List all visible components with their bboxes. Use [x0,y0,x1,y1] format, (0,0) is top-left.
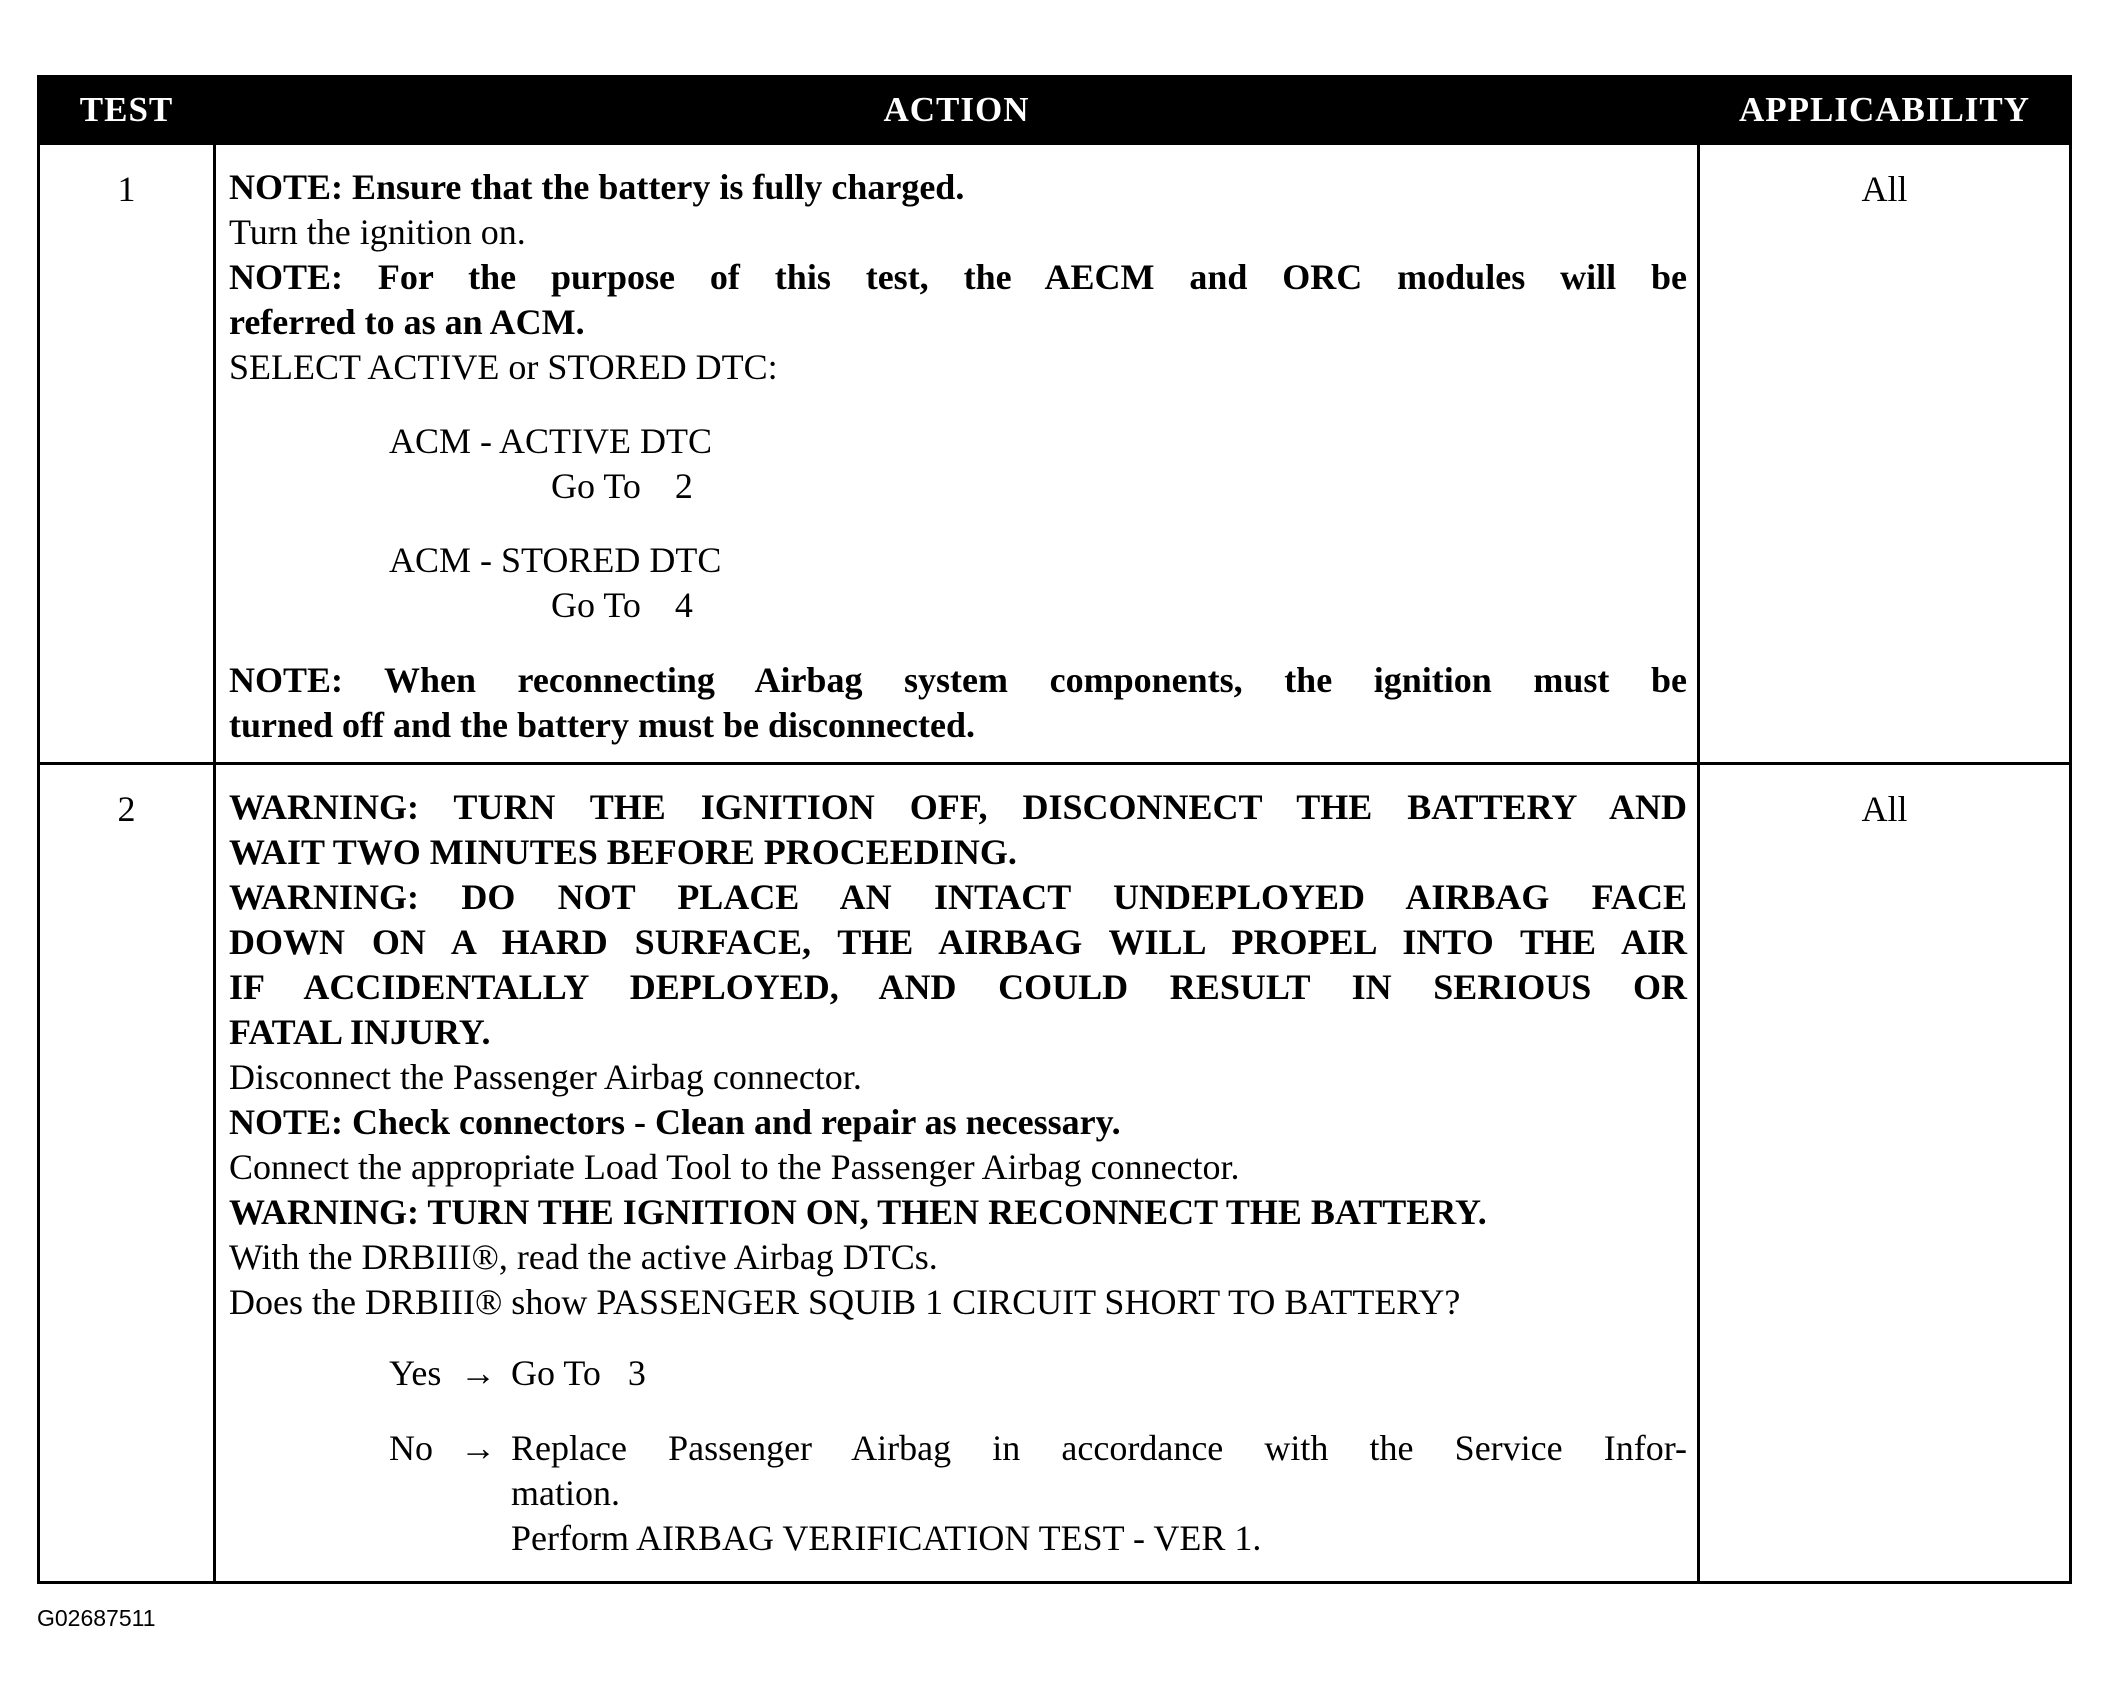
answer-yes-text: Go To 3 [511,1353,646,1393]
note-reconnecting-line2: turned off and the battery must be disconnected. [229,705,975,745]
note-acm-purpose-line2: referred to as an ACM. [229,302,585,342]
answer-no [389,1426,1687,1561]
test-number-2: 2 [39,764,215,1583]
goto-label: Go To [551,585,641,625]
applicability-1: All [1699,144,2071,764]
goto-target: 2 [674,466,693,506]
table-header-row [39,77,2071,144]
select-dtc-prompt: SELECT ACTIVE or STORED DTC: [229,347,778,387]
note-check-connectors: NOTE: Check connectors - Clean and repair as necessary. [229,1102,1121,1142]
warning-airbag-line3: IF ACCIDENTALLY DEPLOYED, AND COULD RESULT IN SERIOUS OR [229,967,1687,1007]
goto-target: 4 [674,585,693,625]
question-squib-short: Does the DRBIII® show PASSENGER SQUIB 1 CIRCUIT SHORT TO BATTERY? [229,1282,1461,1322]
answer-no-line3: Perform AIRBAG VERIFICATION TEST - VER 1. [511,1518,1262,1558]
option-active-dtc: ACM - ACTIVE DTC [389,421,712,461]
goto-test-2 [551,464,1687,509]
instruction-disconnect: Disconnect the Passenger Airbag connector. [229,1057,862,1097]
option-stored-dtc: ACM - STORED DTC [389,540,722,580]
header-action: ACTION [215,77,1699,144]
answer-no-label: No [389,1428,433,1468]
applicability-2: All [1699,764,2071,1583]
figure-id: G02687511 [37,1605,156,1631]
dtc-selection-list [389,419,1687,628]
warning-airbag-line4: FATAL INJURY. [229,1012,491,1052]
header-test: TEST [39,77,215,144]
note-battery-charged: NOTE: Ensure that the battery is fully charged. [229,167,965,207]
action-cell-1 [215,144,1699,764]
table-row [39,144,2071,764]
header-applicability: APPLICABILITY [1699,77,2071,144]
test-number-1: 1 [39,144,215,764]
note-acm-purpose-line1: NOTE: For the purpose of this test, the AECM and ORC modules will be [229,257,1687,297]
warning-airbag-line1: WARNING: DO NOT PLACE AN INTACT UNDEPLOYED AIRBAG FACE [229,877,1687,917]
action-cell-2 [215,764,1699,1583]
answer-yes-label: Yes [389,1353,442,1393]
warning-ignition-off-line2: WAIT TWO MINUTES BEFORE PROCEEDING. [229,832,1017,872]
instruction-connect-load-tool: Connect the appropriate Load Tool to the Passenger Airbag connector. [229,1147,1240,1187]
arrow-right-icon: → [460,1428,496,1468]
answer-no-line1: Replace Passenger Airbag in accordance with the Service Infor- [511,1428,1687,1468]
instruction-ignition-on: Turn the ignition on. [229,212,526,252]
answer-no-line2: mation. [511,1473,620,1513]
warning-airbag-line2: DOWN ON A HARD SURFACE, THE AIRBAG WILL PROPEL INTO THE AIR [229,922,1687,962]
note-reconnecting-line1: NOTE: When reconnecting Airbag system components, the ignition must be [229,660,1687,700]
table-row [39,764,2071,1583]
answer-no-text [511,1426,1687,1561]
goto-label: Go To [551,466,641,506]
warning-ignition-on: WARNING: TURN THE IGNITION ON, THEN RECONNECT THE BATTERY. [229,1192,1487,1232]
goto-test-4 [551,583,1687,628]
diagnostic-test-table [37,75,2072,1584]
warning-ignition-off-line1: WARNING: TURN THE IGNITION OFF, DISCONNECT THE BATTERY AND [229,787,1687,827]
answer-yes [389,1351,1687,1396]
instruction-read-dtcs: With the DRBIII®, read the active Airbag DTCs. [229,1237,938,1277]
arrow-right-icon: → [460,1353,496,1393]
